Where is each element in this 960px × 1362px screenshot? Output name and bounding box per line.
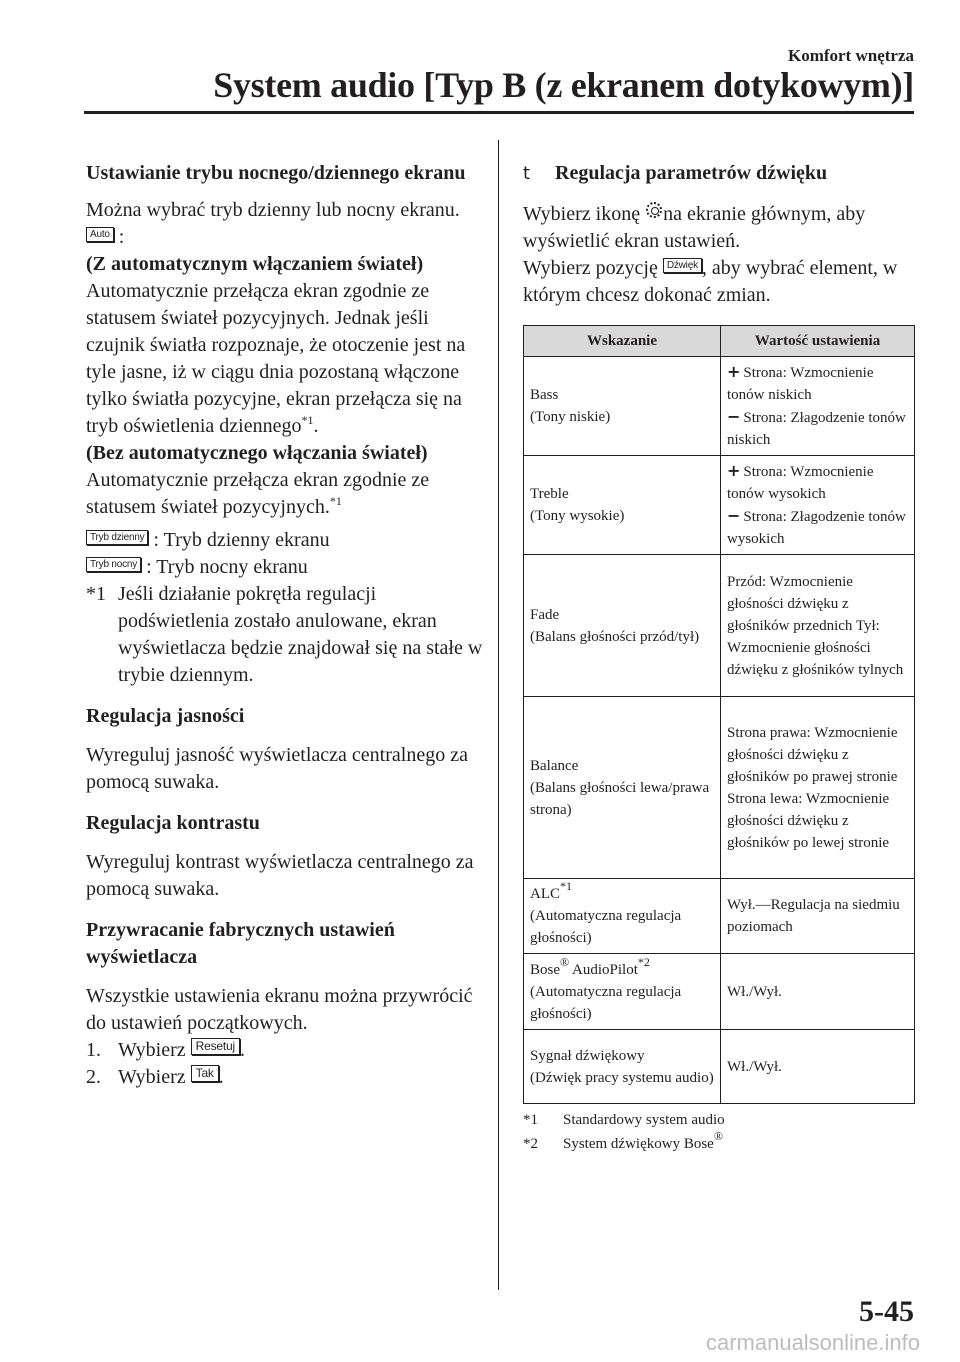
sound-instruction-2: Wybierz pozycję Dźwięk , aby wybrać element, w którym chcesz dokonać zmian. <box>523 257 898 306</box>
without-auto-heading: (Bez automatycznego włączania świateł) <box>86 442 428 464</box>
cell-fade: Fade (Balans głośności przód/tył) <box>524 555 721 697</box>
minus-icon: − <box>727 407 741 426</box>
minus-icon: − <box>727 506 741 525</box>
contrast-text: Wyreguluj kontrast wyświetlacza centralnego za pomocą suwaka. <box>86 851 474 900</box>
night-day-heading: Ustawianie trybu nocnego/dziennego ekranu <box>86 162 466 184</box>
night-mode-text: : Tryb nocny ekranu <box>146 556 308 578</box>
sound-heading-row <box>523 160 915 187</box>
table-row <box>524 555 915 697</box>
column-divider <box>498 140 499 1290</box>
night-day-intro: Można wybrać tryb dzienny lub nocny ekranu. <box>86 199 460 221</box>
day-mode-text: : Tryb dzienny ekranu <box>153 529 330 551</box>
with-auto-text: Automatycznie przełącza ekran zgodnie ze statusem świateł pozycyjnych. Jednak jeśli czujnik światła rozpoznaje, że otoczenie jest na tyle jasne, iż w ciągu dnia pozostaną włączone tylko światła pozycyjne, ekran przełącza się na tryb oświetlenia dziennego$^{*1}$. <box>86 280 466 437</box>
watermark: carmanualsonline.info <box>705 1330 920 1355</box>
cell-bass-value: + Strona: Wzmocnienie tonów niskich − Strona: Złagodzenie tonów niskich <box>721 357 915 456</box>
cell-alc: ALC$^{*1}$ (Automatyczna regulacja głośności) <box>524 879 721 954</box>
right-column <box>523 160 915 309</box>
section-label: Komfort wnętrza <box>787 46 914 65</box>
gear-icon[interactable] <box>646 202 662 218</box>
table-row <box>524 1030 915 1104</box>
reset-button[interactable]: Resetuj <box>191 1038 240 1055</box>
without-auto-text: Automatycznie przełącza ekran zgodnie ze statusem świateł pozycyjnych.$^{*1}$ <box>86 469 430 518</box>
sound-instruction-1: Wybierz ikonę na ekranie głównym, aby wyświetlić ekran ustawień. <box>523 203 866 252</box>
page-number: 5-45 <box>859 1295 914 1328</box>
plus-icon: + <box>727 461 741 480</box>
day-mode-button[interactable]: Tryb dzienny <box>86 530 148 545</box>
table-row <box>524 697 915 879</box>
table-footnote-2: *2 System dźwiękowy Bose® <box>523 1129 723 1152</box>
night-mode-line <box>86 554 486 581</box>
step-1: 1. Wybierz Resetuj . <box>86 1039 245 1061</box>
cell-beep: Sygnał dźwiękowy (Dźwięk pracy systemu audio) <box>524 1030 721 1104</box>
with-auto-heading: (Z automatycznym włączaniem świateł) <box>86 253 424 275</box>
brightness-heading: Regulacja jasności <box>86 705 245 727</box>
left-column <box>86 160 486 1091</box>
cell-treble: Treble (Tony wysokie) <box>524 456 721 555</box>
sound-heading: Regulacja parametrów dźwięku <box>555 162 828 184</box>
cell-balance: Balance (Balans głośności lewa/prawa strona) <box>524 697 721 879</box>
header-indication: Wskazanie <box>524 326 721 357</box>
brightness-text: Wyreguluj jasność wyświetlacza centralnego za pomocą suwaka. <box>86 744 468 793</box>
cell-treble-value: + Strona: Wzmocnienie tonów wysokich − Strona: Złagodzenie tonów wysokich <box>721 456 915 555</box>
auto-line <box>86 224 486 251</box>
cell-alc-value: Wył.―Regulacja na siedmiu poziomach <box>721 879 915 954</box>
table-row <box>524 879 915 954</box>
cell-fade-value: Przód: Wzmocnienie głośności dźwięku z głośników przednich Tył: Wzmocnienie głośności dźwięku z głośników tylnych <box>721 555 915 697</box>
auto-colon: : <box>118 226 125 248</box>
table-header <box>524 326 915 357</box>
header-value: Wartość ustawienia <box>721 326 915 357</box>
cell-bass: Bass (Tony niskie) <box>524 357 721 456</box>
page-title: System audio [Typ B (z ekranem dotykowym)] <box>213 65 914 105</box>
sound-button[interactable]: Dźwięk <box>663 258 702 273</box>
auto-button[interactable]: Auto <box>86 227 114 242</box>
day-mode-line <box>86 527 486 554</box>
reset-heading: Przywracanie fabrycznych ustawień wyświetlacza <box>86 919 395 968</box>
table-row <box>524 456 915 555</box>
footnote-mark: *1 <box>86 583 106 605</box>
table-row <box>524 357 915 456</box>
yes-button[interactable]: Tak <box>191 1065 219 1082</box>
cell-balance-value: Strona prawa: Wzmocnienie głośności dźwięku z głośników po prawej stronie Strona lewa: Wzmocnienie głośności dźwięku z głośników po lewej stronie <box>721 697 915 879</box>
footnote-text: Jeśli działanie pokrętła regulacji podświetlenia zostało anulowane, ekran wyświetlacza będzie znajdował się na stałe w trybie dziennym. <box>118 583 483 686</box>
plus-icon: + <box>727 362 741 381</box>
cell-bose: Bose® AudioPilot$^{*2}$ (Automatyczna regulacja głośności) <box>524 954 721 1030</box>
cell-beep-value: Wł./Wył. <box>721 1030 915 1104</box>
table-footnote-1: *1 Standardowy system audio <box>523 1112 725 1128</box>
night-mode-button[interactable]: Tryb nocny <box>86 557 141 572</box>
header-rule <box>84 111 914 114</box>
contrast-heading: Regulacja kontrastu <box>86 812 260 834</box>
step-2: 2. Wybierz Tak . <box>86 1066 224 1088</box>
bullet-marker: t <box>523 163 531 184</box>
reset-text: Wszystkie ustawienia ekranu można przywrócić do ustawień początkowych. <box>86 985 473 1034</box>
sound-settings-table <box>523 325 915 1104</box>
footnote <box>86 581 486 689</box>
table-row <box>524 954 915 1030</box>
cell-bose-value: Wł./Wył. <box>721 954 915 1030</box>
table-footnotes <box>523 1108 725 1156</box>
